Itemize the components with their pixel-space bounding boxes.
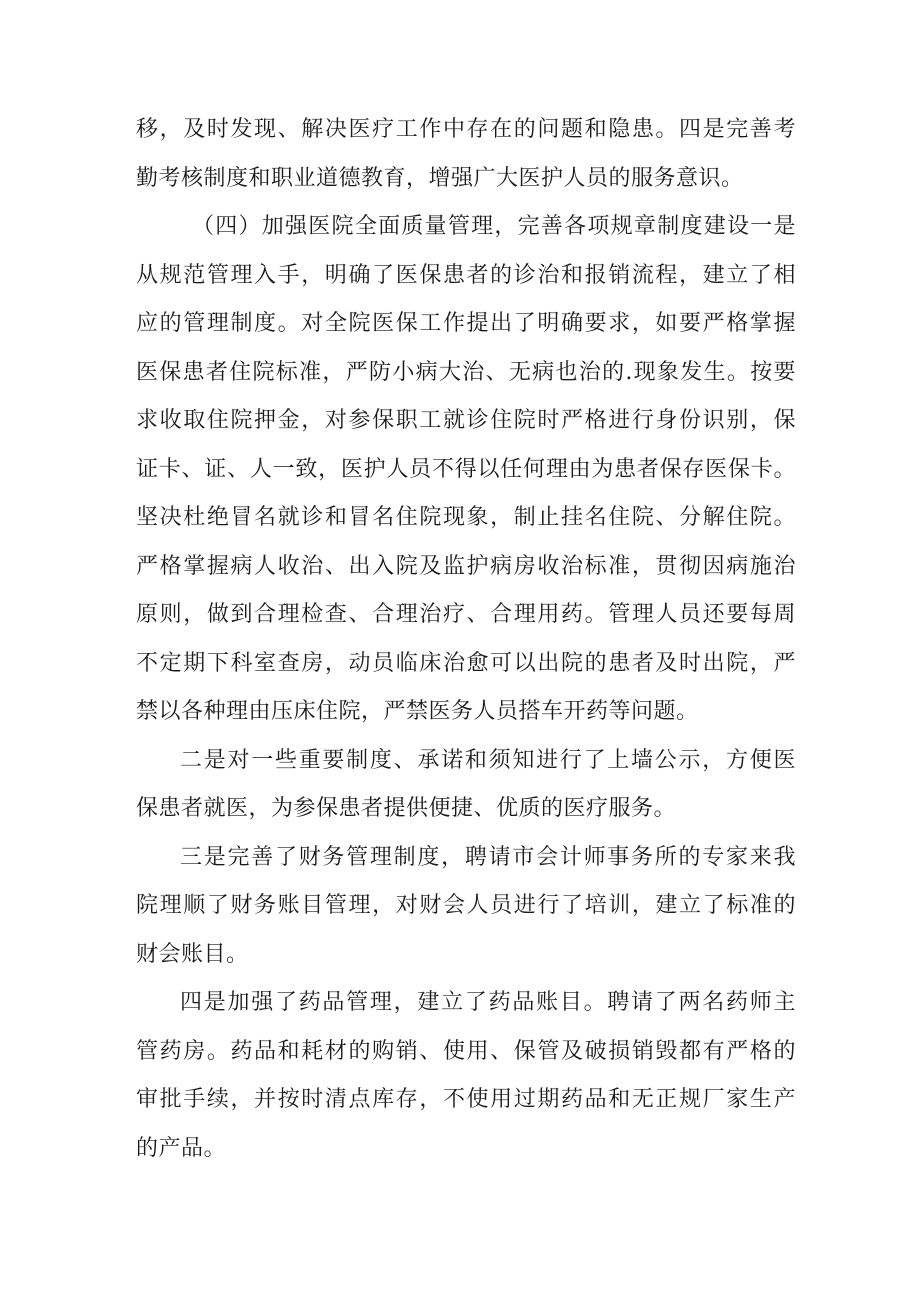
paragraph-5: [136, 979, 796, 1173]
text-line: 证卡、证、人一致，医护人员不得以任何理由为患者保存医保卡。: [136, 456, 796, 482]
text-line: 应的管理制度。对全院医保工作提出了明确要求，如要严格掌握: [136, 311, 796, 336]
text-line: 院理顺了财务账目管理，对财会人员进行了培训，建立了标准的: [136, 893, 796, 918]
text-line: 坚决杜绝冒名就诊和冒名住院现象，制止挂名住院、分解住院。: [136, 505, 796, 530]
text-line: 求收取住院押金，对参保职工就诊住院时严格进行身份识别，保: [136, 408, 796, 433]
text-line: 不定期下科室查房，动员临床治愈可以出院的患者及时出院，严: [136, 650, 796, 676]
paragraph-4: [136, 834, 796, 980]
document-page: [136, 106, 796, 1173]
text-line: 财会账目。: [136, 941, 249, 967]
text-line: 医保患者住院标准，严防小病大治、无病也治的.现象发生。按要: [136, 359, 796, 385]
paragraph-1: [136, 106, 796, 203]
text-line: 禁以各种理由压床住院，严禁医务人员搭车开药等问题。: [136, 699, 699, 724]
text-line: 四是加强了药品管理，建立了药品账目。聘请了两名药师主: [180, 990, 796, 1015]
text-line: 移，及时发现、解决医疗工作中存在的问题和隐患。四是完善考: [136, 117, 796, 142]
text-line: 保患者就医，为参保患者提供便捷、优质的医疗服务。: [136, 796, 677, 821]
paragraph-2: [136, 203, 796, 737]
text-line: （四）加强医院全面质量管理，完善各项规章制度建设一是: [192, 214, 796, 239]
text-line: 从规范管理入手，明确了医保患者的诊治和报销流程，建立了相: [136, 262, 796, 288]
text-line: 管药房。药品和耗材的购销、使用、保管及破损销毁都有严格的: [136, 1038, 796, 1064]
text-line: 审批手续，并按时清点库存，不使用过期药品和无正规厂家生产: [136, 1087, 796, 1112]
text-line: 勤考核制度和职业道德教育，增强广大医护人员的服务意识。: [136, 165, 744, 191]
text-line: 原则，做到合理检查、合理治疗、合理用药。管理人员还要每周: [136, 602, 796, 627]
text-line: 严格掌握病人收治、出入院及监护病房收治标准，贯彻因病施治: [136, 553, 796, 579]
text-line: 三是完善了财务管理制度，聘请市会计师事务所的专家来我: [180, 844, 796, 870]
text-line: 的产品。: [136, 1135, 227, 1161]
paragraph-3: [136, 737, 796, 834]
text-line: 二是对一些重要制度、承诺和须知进行了上墙公示，方便医: [180, 747, 796, 773]
